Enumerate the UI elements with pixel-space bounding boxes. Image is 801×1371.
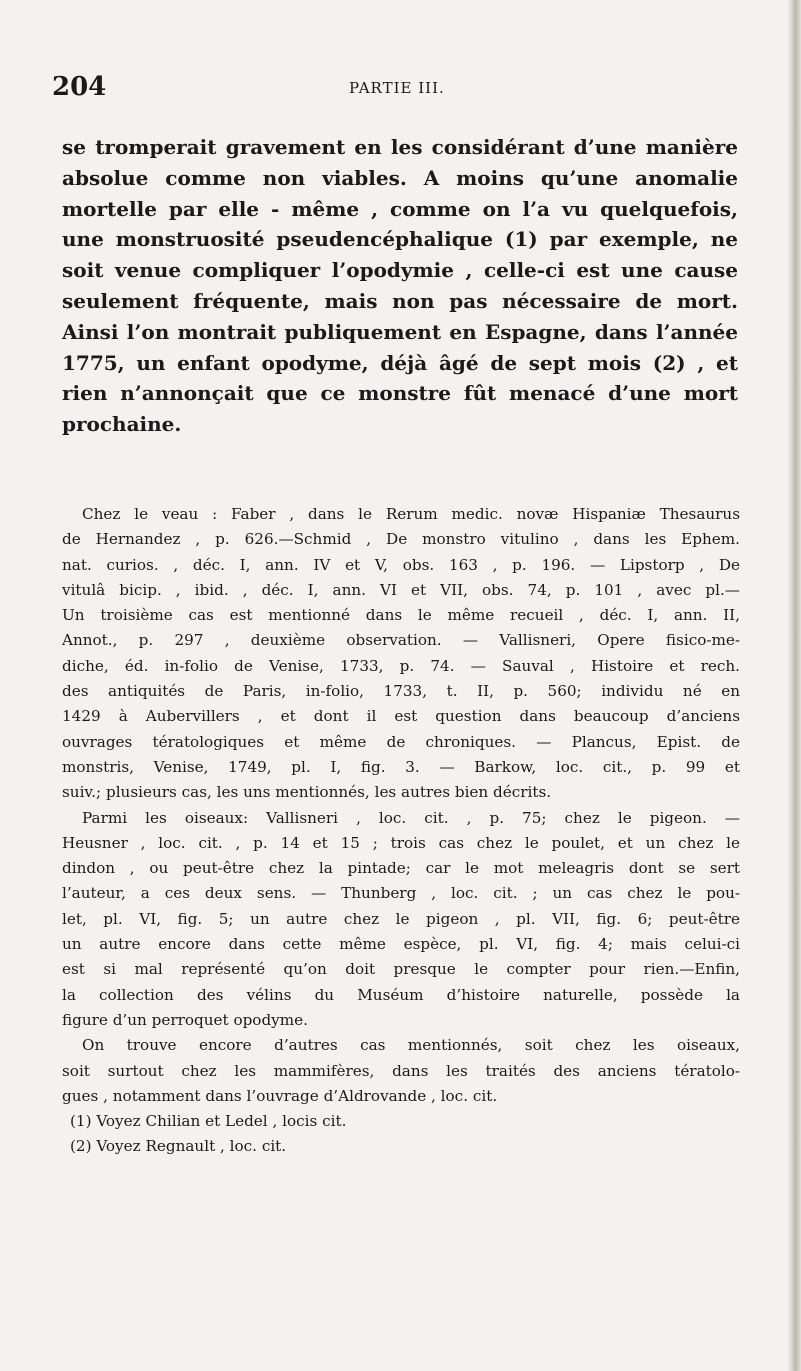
- note-line: Un troisième cas est mentionné dans le même recueil , déc. I, ann. II,: [62, 606, 740, 625]
- note-line: dindon , ou peut-être chez la pintade; car le mot meleagris dont se sert: [62, 859, 740, 878]
- note-line: suiv.; plusieurs cas, les uns mentionnés, les autres bien décrits.: [62, 783, 552, 802]
- note-line: de Hernandez , p. 626.—Schmid , De monstro vitulino , dans les Ephem.: [62, 530, 740, 549]
- note-line: nat. curios. , déc. I, ann. IV et V, obs. 163 , p. 196. — Lipstorp , De: [62, 555, 740, 574]
- main-line: Ainsi l’on montrait publiquement en Espagne, dans l’année: [62, 319, 738, 344]
- main-line: soit venue compliquer l’opodymie , celle-ci est une cause: [62, 258, 738, 283]
- note-line: monstris, Venise, 1749, pl. I, fig. 3. — Barkow, loc. cit., p. 99 et: [62, 757, 740, 776]
- note-line: figure d’un perroquet opodyme.: [62, 1010, 308, 1029]
- footnote-1: (1) Voyez Chilian et Ledel , locis cit.: [70, 1112, 347, 1131]
- note-line: Annot., p. 297 , deuxième observation. — Vallisneri, Opere fisico-me-: [62, 631, 740, 650]
- notes-section: [62, 502, 740, 1160]
- note-line: un autre encore dans cette même espèce, pl. VI, fig. 4; mais celui-ci: [62, 935, 740, 954]
- note-line: vitulâ bicip. , ibid. , déc. I, ann. VI et VII, obs. 74, p. 101 , avec pl.—: [62, 580, 740, 599]
- note-line: ouvrages tératologiques et même de chroniques. — Plancus, Epist. de: [62, 732, 740, 751]
- note-line: soit surtout chez les mammifères, dans les traités des anciens tératolo-: [62, 1061, 740, 1080]
- footnote-2: (2) Voyez Regnault , loc. cit.: [70, 1137, 287, 1156]
- note-line: l’auteur, a ces deux sens. — Thunberg , loc. cit. ; un cas chez le pou-: [62, 884, 740, 903]
- main-line: absolue comme non viables. A moins qu’une anomalie: [62, 165, 738, 190]
- note-line: Heusner , loc. cit. , p. 14 et 15 ; trois cas chez le poulet, et un chez le: [62, 833, 740, 852]
- page-number: 204: [52, 72, 107, 102]
- note-line: 1429 à Aubervillers , et dont il est question dans beaucoup d’anciens: [62, 707, 740, 726]
- note-line: let, pl. VI, fig. 5; un autre chez le pigeon , pl. VII, fig. 6; peut-être: [62, 909, 740, 928]
- main-line: rien n’annonçait que ce monstre fût menacé d’une mort: [62, 381, 738, 406]
- note-line: diche, éd. in-folio de Venise, 1733, p. 74. — Sauval , Histoire et rech.: [62, 656, 740, 675]
- main-line: mortelle par elle - même , comme on l’a vu quelquefois,: [62, 196, 738, 221]
- note-line: des antiquités de Paris, in-folio, 1733, t. II, p. 560; individu né en: [62, 682, 740, 701]
- running-title: PARTIE III.: [349, 79, 445, 97]
- main-line: seulement fréquente, mais non pas nécessaire de mort.: [62, 288, 738, 313]
- main-paragraph: [62, 132, 738, 440]
- main-line: une monstruosité pseudencéphalique (1) par exemple, ne: [62, 227, 738, 252]
- main-line: se tromperait gravement en les considérant d’une manière: [62, 135, 738, 159]
- page-header: [52, 72, 742, 106]
- note-line: Parmi les oiseaux: Vallisneri , loc. cit. , p. 75; chez le pigeon. —: [82, 808, 740, 827]
- note-line: gues , notamment dans l’ouvrage d’Aldrovande , loc. cit.: [62, 1086, 498, 1105]
- note-line: la collection des vélins du Muséum d’histoire naturelle, possède la: [62, 985, 740, 1004]
- note-line: Chez le veau : Faber , dans le Rerum medic. novæ Hispaniæ Thesaurus: [82, 505, 740, 523]
- note-line: On trouve encore d’autres cas mentionnés, soit chez les oiseaux,: [82, 1036, 740, 1055]
- note-line: est si mal représenté qu’on doit presque le compter pour rien.—Enfin,: [62, 960, 740, 979]
- main-line: 1775, un enfant opodyme, déjà âgé de sept mois (2) , et: [62, 350, 738, 375]
- main-line: prochaine.: [62, 412, 182, 437]
- page-edge: [787, 0, 801, 1371]
